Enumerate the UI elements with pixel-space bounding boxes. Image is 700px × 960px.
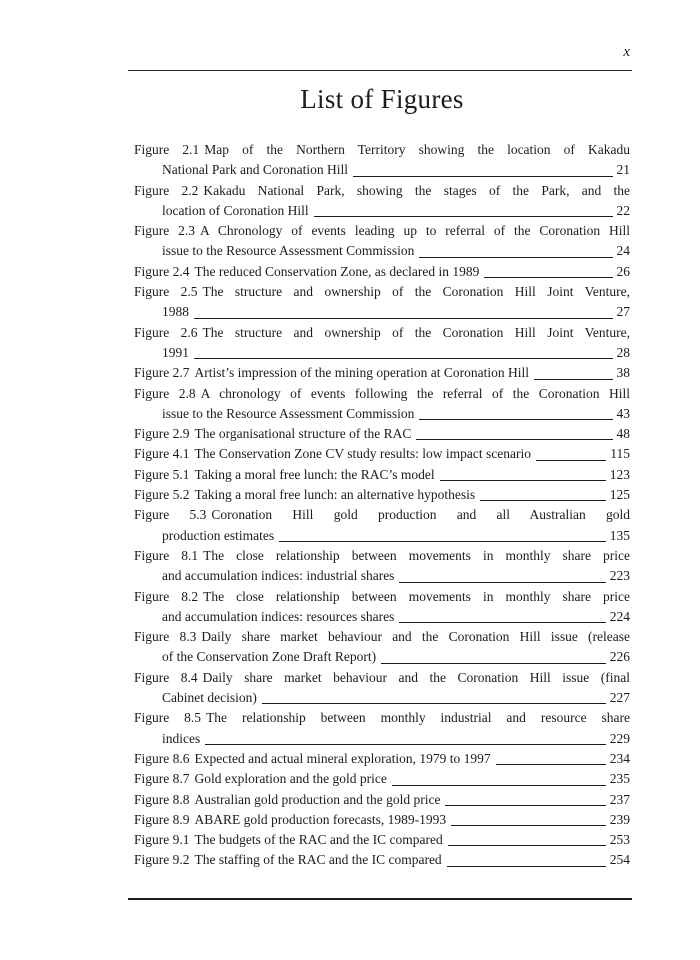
leader-line (447, 866, 606, 867)
figure-entry-line1 (134, 749, 630, 769)
figure-entry (134, 810, 630, 830)
leader-line (448, 845, 606, 846)
figure-page-number: 239 (609, 811, 630, 827)
figure-entry (134, 140, 630, 181)
figure-label: Figure 2.7 (134, 365, 190, 381)
figure-entry-line1 (134, 505, 630, 525)
figure-title-continuation: issue to the Resource Assessment Commission (162, 243, 415, 259)
figure-label: Figure 8.4 (134, 669, 198, 685)
figure-label: Figure 2.1 (134, 142, 200, 157)
figure-title-continuation: Cabinet decision) (162, 690, 257, 706)
figure-page-number: 227 (609, 690, 630, 706)
figure-label: Figure 8.3 (134, 629, 197, 645)
figure-entry (134, 587, 630, 628)
figure-label: Figure 8.2 (134, 588, 199, 604)
figure-entry-line1 (134, 444, 630, 464)
figure-entry (134, 850, 630, 870)
figure-entry (134, 363, 630, 383)
figure-entry (134, 546, 630, 587)
figure-entry (134, 769, 630, 789)
figure-entry (134, 444, 630, 464)
figure-entry (134, 181, 630, 222)
figure-entry-line1 (134, 282, 630, 302)
figure-title-text: Kakadu National Park, showing the stages of the Park, and the (203, 182, 631, 198)
figure-title-continuation: and accumulation indices: resources shares (162, 608, 395, 624)
figure-title-text: The close relationship between movements in monthly share price (203, 547, 630, 563)
figure-entry (134, 221, 630, 262)
figure-page-number: 38 (616, 365, 630, 381)
figure-entry-line2 (134, 404, 630, 424)
leader-line (314, 216, 613, 217)
leader-line (392, 785, 606, 786)
figure-title-text: Map of the Northern Territory showing the location of Kakadu (204, 142, 631, 157)
figure-page-number: 235 (609, 771, 630, 787)
leader-line (194, 318, 613, 319)
figure-label: Figure 9.2 (134, 852, 190, 868)
figure-page-number: 237 (609, 791, 630, 807)
figure-page-number: 115 (610, 446, 630, 462)
figure-entry (134, 708, 630, 749)
figure-label: Figure 2.3 (134, 223, 196, 239)
figure-label: Figure 8.6 (134, 750, 190, 766)
figure-title-text: The organisational structure of the RAC (194, 426, 412, 442)
leader-line (536, 460, 606, 461)
leader-line (205, 744, 606, 745)
figure-page-number: 224 (609, 608, 630, 624)
figure-label: Figure 8.9 (134, 811, 190, 827)
figure-title-continuation: and accumulation indices: industrial shares (162, 568, 395, 584)
page-title: List of Figures (300, 84, 464, 114)
figure-entry-line1 (134, 465, 630, 485)
figure-label: Figure 2.5 (134, 284, 198, 300)
footer-rule (128, 898, 632, 900)
figure-label: Figure 9.1 (134, 832, 190, 848)
figure-entry (134, 627, 630, 668)
figure-page-number: 43 (616, 405, 630, 421)
figure-title-continuation: indices (162, 730, 201, 746)
figure-entry-line2 (134, 729, 630, 749)
figure-page-number: 229 (609, 730, 630, 746)
figure-entry-line1 (134, 221, 630, 241)
leader-line (381, 663, 606, 664)
figure-title-text: Artist’s impression of the mining operation at Coronation Hill (194, 365, 529, 381)
figure-label: Figure 2.4 (134, 263, 190, 279)
figure-entry-line1 (134, 668, 630, 688)
figure-entry-line2 (134, 302, 630, 322)
figure-entry (134, 262, 630, 282)
figure-entry-line1 (134, 363, 630, 383)
figure-page-number: 28 (616, 344, 630, 360)
figure-title-text: Australian gold production and the gold price (194, 791, 441, 807)
figure-entry-line1 (134, 830, 630, 850)
figure-page-number: 21 (616, 162, 630, 178)
leader-line (534, 379, 613, 380)
leader-line (496, 764, 606, 765)
figure-title-text: A Chronology of events leading up to referral of the Coronation Hill (200, 223, 630, 239)
figure-entry-line1 (134, 546, 630, 566)
figure-title-continuation: 1988 (162, 304, 189, 320)
figure-entry (134, 505, 630, 546)
figure-page-number: 234 (609, 750, 630, 766)
figure-entry-line2 (134, 241, 630, 261)
figure-entry-line2 (134, 343, 630, 363)
figure-title-continuation: National Park and Coronation Hill (162, 162, 348, 178)
leader-line (440, 480, 606, 481)
figure-entry (134, 485, 630, 505)
figure-page-number: 22 (616, 202, 630, 218)
figure-label: Figure 8.7 (134, 771, 190, 787)
figures-list (134, 140, 630, 871)
figure-entry-line2 (134, 688, 630, 708)
figure-entry (134, 830, 630, 850)
figure-label: Figure 4.1 (134, 446, 190, 462)
figure-title-text: The reduced Conservation Zone, as declared in 1989 (194, 263, 480, 279)
figure-entry-line1 (134, 790, 630, 810)
figure-entry (134, 384, 630, 425)
leader-line (194, 358, 613, 359)
figure-entry (134, 465, 630, 485)
leader-line (399, 582, 605, 583)
figure-label: Figure 5.1 (134, 466, 190, 482)
figure-page-number: 27 (616, 304, 630, 320)
figure-entry (134, 749, 630, 769)
figure-page-number: 226 (609, 649, 630, 665)
folio-page-number: x (623, 44, 630, 60)
leader-line (445, 805, 605, 806)
figure-entry (134, 424, 630, 444)
figure-title-text: The budgets of the RAC and the IC compared (194, 832, 443, 848)
figure-title-text: Gold exploration and the gold price (194, 771, 387, 787)
leader-line (419, 257, 612, 258)
figure-title-continuation: production estimates (162, 527, 275, 543)
figure-page-number: 48 (616, 426, 630, 442)
figure-entry-line1 (134, 424, 630, 444)
figure-entry-line1 (134, 323, 630, 343)
figure-title-text: The structure and ownership of the Coronation Hill Joint Venture, (202, 324, 630, 340)
figure-entry (134, 668, 630, 709)
figure-title-text: Taking a moral free lunch: the RAC’s model (194, 466, 435, 482)
leader-line (399, 622, 605, 623)
figure-page-number: 24 (616, 243, 630, 259)
figure-title-text: Taking a moral free lunch: an alternative hypothesis (194, 487, 476, 503)
figure-label: Figure 2.2 (134, 182, 199, 198)
figure-entry-line1 (134, 485, 630, 505)
figure-title-text: Daily share market behaviour and the Coronation Hill issue (release (201, 629, 631, 645)
leader-line (416, 439, 612, 440)
figure-entry-line1 (134, 140, 630, 160)
figure-label: Figure 8.5 (134, 710, 202, 726)
figure-title-continuation: issue to the Resource Assessment Commission (162, 405, 415, 421)
figure-entry-line2 (134, 607, 630, 627)
figure-title-text: The structure and ownership of the Coronation Hill Joint Venture, (202, 284, 630, 300)
figure-title-text: The staffing of the RAC and the IC compared (194, 852, 442, 868)
figure-label: Figure 5.3 (134, 507, 207, 523)
figure-page-number: 135 (609, 527, 630, 543)
figure-entry (134, 323, 630, 364)
figure-title-text: Coronation Hill gold production and all Australian gold (211, 507, 631, 523)
leader-line (262, 703, 606, 704)
figure-entry (134, 790, 630, 810)
figure-title-continuation: 1991 (162, 344, 189, 360)
figure-entry-line2 (134, 201, 630, 221)
figure-entry-line1 (134, 627, 630, 647)
figure-title-text: Expected and actual mineral exploration, 1979 to 1997 (194, 750, 491, 766)
leader-line (484, 277, 612, 278)
figure-entry-line1 (134, 262, 630, 282)
figure-page-number: 26 (616, 263, 630, 279)
figure-page-number: 254 (609, 852, 630, 868)
figure-title-text: Daily share market behaviour and the Coronation Hill issue (final (202, 669, 630, 685)
figure-entry-line2 (134, 526, 630, 546)
figure-entry-line2 (134, 160, 630, 180)
leader-line (451, 825, 606, 826)
header-rule (128, 70, 632, 71)
figure-entry (134, 282, 630, 323)
figure-entry-line1 (134, 384, 630, 404)
leader-line (279, 541, 606, 542)
figure-entry-line1 (134, 181, 630, 201)
figure-label: Figure 2.9 (134, 426, 190, 442)
figure-title-continuation: of the Conservation Zone Draft Report) (162, 649, 377, 665)
figure-label: Figure 8.1 (134, 547, 199, 563)
figure-title-text: ABARE gold production forecasts, 1989-1993 (194, 811, 447, 827)
figure-entry-line1 (134, 810, 630, 830)
figure-entry-line2 (134, 647, 630, 667)
figure-title-text: The Conservation Zone CV study results: low impact scenario (194, 446, 531, 462)
figure-page-number: 125 (609, 487, 630, 503)
leader-line (480, 500, 606, 501)
figure-label: Figure 2.8 (134, 385, 196, 401)
figure-page-number: 223 (609, 568, 630, 584)
figure-page-number: 123 (609, 466, 630, 482)
figure-page-number: 253 (609, 832, 630, 848)
figure-entry-line2 (134, 566, 630, 586)
leader-line (353, 176, 613, 177)
figure-entry-line1 (134, 850, 630, 870)
figure-entry-line1 (134, 769, 630, 789)
figure-label: Figure 5.2 (134, 487, 190, 503)
figure-label: Figure 2.6 (134, 324, 198, 340)
figure-title-text: The relationship between monthly industrial and resource share (206, 710, 630, 726)
figure-entry-line1 (134, 587, 630, 607)
figure-title-text: The close relationship between movements in monthly share price (203, 588, 630, 604)
figure-entry-line1 (134, 708, 630, 728)
figure-label: Figure 8.8 (134, 791, 190, 807)
figure-title-continuation: location of Coronation Hill (162, 202, 309, 218)
figure-title-text: A chronology of events following the referral of the Coronation Hill (200, 385, 630, 401)
leader-line (419, 419, 612, 420)
